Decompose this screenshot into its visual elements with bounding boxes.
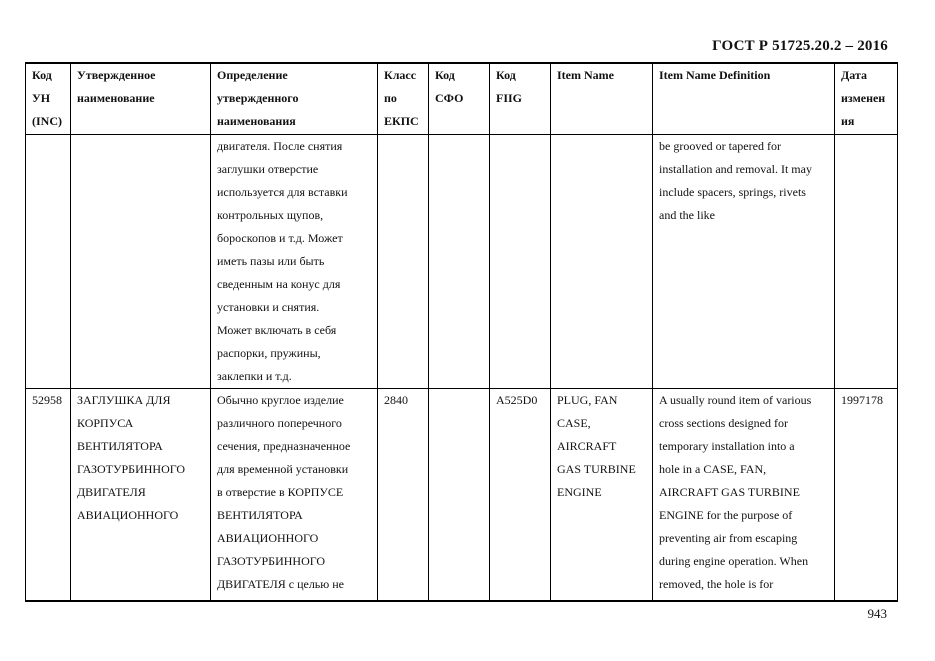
col-header-date: Дата изменен ия <box>835 63 898 135</box>
cell-item-name <box>551 135 653 389</box>
col-header-item-name: Item Name <box>551 63 653 135</box>
cell-item-name <box>551 389 653 601</box>
text-line: Может включать в себя <box>217 323 337 337</box>
standard-title: ГОСТ Р 51725.20.2 – 2016 <box>712 38 888 54</box>
text-line: ДВИГАТЕЛЯ с целью не <box>217 577 344 591</box>
header-row <box>26 63 898 135</box>
catalog-table <box>25 62 898 602</box>
text-line: для временной установки <box>217 462 349 476</box>
cell-sfo <box>429 135 490 389</box>
text-line: temporary installation into a <box>659 439 795 453</box>
cell-date: 1997178 <box>835 389 898 601</box>
text-line: cross sections designed for <box>659 416 788 430</box>
text-line: ЗАГЛУШКА ДЛЯ <box>77 393 171 407</box>
text-line: АВИАЦИОННОГО <box>77 508 179 522</box>
text-line: иметь пазы или быть <box>217 254 325 268</box>
text-line: ГАЗОТУРБИННОГО <box>217 554 326 568</box>
cell-inc: 52958 <box>26 389 71 601</box>
cell-inc <box>26 135 71 389</box>
text-line: ДВИГАТЕЛЯ <box>77 485 146 499</box>
text-line: ENGINE <box>557 485 602 499</box>
cell-date <box>835 135 898 389</box>
text-line: различного поперечного <box>217 416 342 430</box>
text-line: be grooved or tapered for <box>659 139 781 153</box>
col-header-approved-name: Утвержденное наименование <box>71 63 211 135</box>
text-line: Обычно круглое изделие <box>217 393 344 407</box>
text-line: hole in a CASE, FAN, <box>659 462 767 476</box>
text-line: installation and removal. It may <box>659 162 812 176</box>
text-line: заглушки отверстие <box>217 162 319 176</box>
col-header-class: Класс по ЕКПС <box>378 63 429 135</box>
cell-item-definition <box>653 135 835 389</box>
text-line: контрольных щупов, <box>217 208 324 222</box>
col-header-item-definition: Item Name Definition <box>653 63 835 135</box>
text-line: ВЕНТИЛЯТОРА <box>77 439 163 453</box>
col-header-inc: Код УН (INC) <box>26 63 71 135</box>
text-line: КОРПУСА <box>77 416 134 430</box>
text-line: ENGINE for the purpose of <box>659 508 793 522</box>
text-line: в отверстие в КОРПУСЕ <box>217 485 344 499</box>
cell-definition <box>211 135 378 389</box>
page-number: 943 <box>867 606 887 621</box>
text-line: установки и снятия. <box>217 300 320 314</box>
text-line: АВИАЦИОННОГО <box>217 531 319 545</box>
text-line: заклепки и т.д. <box>217 369 292 383</box>
cell-fiig: A525D0 <box>490 389 551 601</box>
table-row <box>26 389 898 601</box>
text-line: and the like <box>659 208 715 222</box>
cell-definition <box>211 389 378 601</box>
text-line: during engine operation. When <box>659 554 809 568</box>
cell-fiig <box>490 135 551 389</box>
col-header-fiig: Код FIIG <box>490 63 551 135</box>
col-header-definition: Определение утвержденного наименования <box>211 63 378 135</box>
text-line: AIRCRAFT GAS TURBINE <box>659 485 800 499</box>
text-line: сечения, предназначенное <box>217 439 351 453</box>
text-line: двигателя. После снятия <box>217 139 343 153</box>
text-line: бороскопов и т.д. Может <box>217 231 343 245</box>
text-line: распорки, пружины, <box>217 346 321 360</box>
text-line: используется для вставки <box>217 185 348 199</box>
cell-class <box>378 135 429 389</box>
cell-item-definition <box>653 389 835 601</box>
text-line: include spacers, springs, rivets <box>659 185 806 199</box>
table-row <box>26 135 898 389</box>
text-line: PLUG, FAN <box>557 393 618 407</box>
text-line: сведенным на конус для <box>217 277 341 291</box>
col-header-sfo: Код СФО <box>429 63 490 135</box>
text-line: removed, the hole is for <box>659 577 774 591</box>
cell-class: 2840 <box>378 389 429 601</box>
cell-approved-name <box>71 389 211 601</box>
text-line: AIRCRAFT <box>557 439 617 453</box>
text-line: ГАЗОТУРБИННОГО <box>77 462 186 476</box>
cell-sfo <box>429 389 490 601</box>
text-line: ВЕНТИЛЯТОРА <box>217 508 303 522</box>
text-line: A usually round item of various <box>659 393 812 407</box>
text-line: preventing air from escaping <box>659 531 798 545</box>
text-line: GAS TURBINE <box>557 462 636 476</box>
text-line: CASE, <box>557 416 591 430</box>
cell-approved-name <box>71 135 211 389</box>
